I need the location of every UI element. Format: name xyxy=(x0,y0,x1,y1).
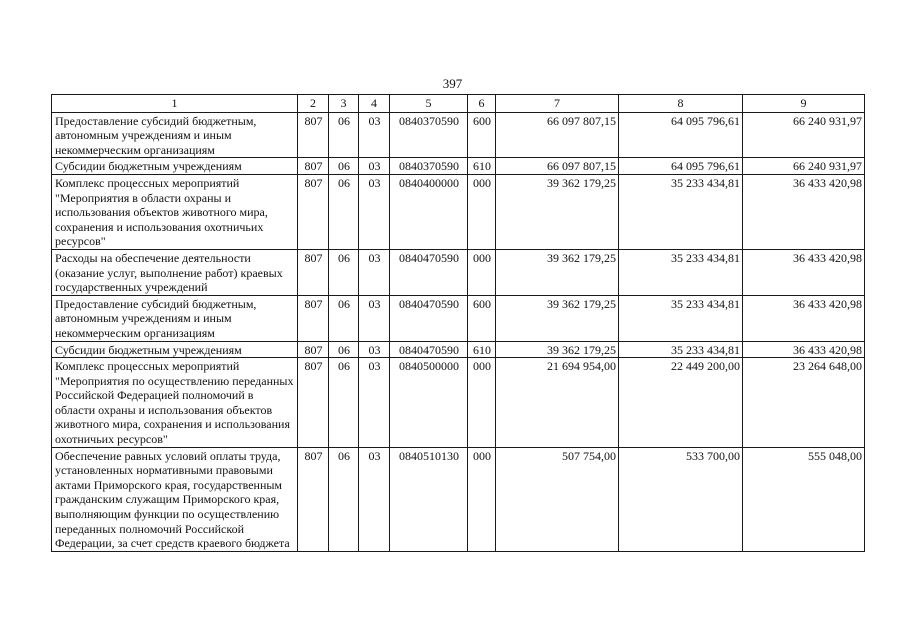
budget-table xyxy=(51,94,865,552)
cell-ministry-code: 807 xyxy=(298,341,329,358)
cell-amount-col-8: 35 233 434,81 xyxy=(619,249,743,295)
cell-description: Обеспечение равных условий оплаты труда, установленных нормативными правовыми актами Приморского края, государственным гражданским служащим Приморского края, выполняющим функции по осуществлению переданных полномочий Российской Федерации, за счет средств краевого бюджета xyxy=(52,447,298,551)
table-row xyxy=(52,174,865,249)
cell-expense-type: 000 xyxy=(468,447,496,551)
table-row xyxy=(52,112,865,158)
cell-amount-col-8: 64 095 796,61 xyxy=(619,158,743,175)
cell-amount-col-8: 533 700,00 xyxy=(619,447,743,551)
cell-description: Предоставление субсидий бюджетным, автономным учреждениям и иным некоммерческим организациям xyxy=(52,295,298,341)
cell-ministry-code: 807 xyxy=(298,358,329,448)
cell-expense-type: 600 xyxy=(468,112,496,158)
cell-target-article: 0840510130 xyxy=(390,447,468,551)
cell-target-article: 0840470590 xyxy=(390,295,468,341)
cell-section-code: 06 xyxy=(329,174,359,249)
cell-expense-type: 600 xyxy=(468,295,496,341)
header-col-6: 6 xyxy=(468,95,496,113)
cell-subsection-code: 03 xyxy=(359,174,390,249)
cell-expense-type: 000 xyxy=(468,174,496,249)
cell-section-code: 06 xyxy=(329,447,359,551)
table-row xyxy=(52,158,865,175)
cell-description: Субсидии бюджетным учреждениям xyxy=(52,341,298,358)
cell-amount-col-7: 66 097 807,15 xyxy=(496,112,619,158)
cell-amount-col-9: 36 433 420,98 xyxy=(743,249,865,295)
header-col-7: 7 xyxy=(496,95,619,113)
cell-subsection-code: 03 xyxy=(359,249,390,295)
table-body xyxy=(52,95,865,552)
cell-expense-type: 000 xyxy=(468,358,496,448)
table-row xyxy=(52,295,865,341)
cell-description: Субсидии бюджетным учреждениям xyxy=(52,158,298,175)
cell-subsection-code: 03 xyxy=(359,112,390,158)
cell-target-article: 0840370590 xyxy=(390,158,468,175)
cell-section-code: 06 xyxy=(329,295,359,341)
cell-amount-col-8: 35 233 434,81 xyxy=(619,341,743,358)
cell-subsection-code: 03 xyxy=(359,447,390,551)
cell-amount-col-9: 66 240 931,97 xyxy=(743,158,865,175)
table-row xyxy=(52,358,865,448)
cell-amount-col-8: 22 449 200,00 xyxy=(619,358,743,448)
cell-target-article: 0840470590 xyxy=(390,249,468,295)
cell-expense-type: 610 xyxy=(468,158,496,175)
cell-ministry-code: 807 xyxy=(298,249,329,295)
cell-description: Комплекс процессных мероприятий "Мероприятия в области охраны и использования объектов животного мира, сохранения и использования охотничьих ресурсов" xyxy=(52,174,298,249)
cell-description: Предоставление субсидий бюджетным, автономным учреждениям и иным некоммерческим организациям xyxy=(52,112,298,158)
cell-section-code: 06 xyxy=(329,112,359,158)
cell-section-code: 06 xyxy=(329,158,359,175)
cell-amount-col-7: 39 362 179,25 xyxy=(496,249,619,295)
cell-description: Комплекс процессных мероприятий "Мероприятия по осуществлению переданных Российской Федерацией полномочий в области охраны и использования объектов животного мира, сохранения и использования охотничьих ресурсов" xyxy=(52,358,298,448)
cell-expense-type: 610 xyxy=(468,341,496,358)
header-col-1: 1 xyxy=(52,95,298,113)
cell-section-code: 06 xyxy=(329,249,359,295)
cell-amount-col-7: 21 694 954,00 xyxy=(496,358,619,448)
cell-ministry-code: 807 xyxy=(298,112,329,158)
cell-ministry-code: 807 xyxy=(298,447,329,551)
cell-ministry-code: 807 xyxy=(298,174,329,249)
table-row xyxy=(52,447,865,551)
cell-amount-col-9: 23 264 648,00 xyxy=(743,358,865,448)
cell-target-article: 0840400000 xyxy=(390,174,468,249)
cell-subsection-code: 03 xyxy=(359,358,390,448)
cell-amount-col-7: 66 097 807,15 xyxy=(496,158,619,175)
cell-amount-col-9: 36 433 420,98 xyxy=(743,295,865,341)
cell-target-article: 0840500000 xyxy=(390,358,468,448)
cell-amount-col-7: 39 362 179,25 xyxy=(496,295,619,341)
cell-section-code: 06 xyxy=(329,341,359,358)
cell-amount-col-7: 507 754,00 xyxy=(496,447,619,551)
cell-subsection-code: 03 xyxy=(359,158,390,175)
cell-amount-col-9: 36 433 420,98 xyxy=(743,341,865,358)
cell-subsection-code: 03 xyxy=(359,341,390,358)
cell-amount-col-9: 36 433 420,98 xyxy=(743,174,865,249)
cell-amount-col-7: 39 362 179,25 xyxy=(496,174,619,249)
header-col-8: 8 xyxy=(619,95,743,113)
cell-amount-col-9: 66 240 931,97 xyxy=(743,112,865,158)
page-number: 397 xyxy=(442,76,463,91)
cell-target-article: 0840470590 xyxy=(390,341,468,358)
header-col-5: 5 xyxy=(390,95,468,113)
header-col-9: 9 xyxy=(743,95,865,113)
cell-amount-col-8: 64 095 796,61 xyxy=(619,112,743,158)
cell-section-code: 06 xyxy=(329,358,359,448)
column-number-header xyxy=(52,95,865,113)
cell-amount-col-8: 35 233 434,81 xyxy=(619,174,743,249)
table-row xyxy=(52,249,865,295)
header-col-4: 4 xyxy=(359,95,390,113)
cell-ministry-code: 807 xyxy=(298,295,329,341)
table-row xyxy=(52,341,865,358)
header-col-3: 3 xyxy=(329,95,359,113)
cell-ministry-code: 807 xyxy=(298,158,329,175)
cell-amount-col-9: 555 048,00 xyxy=(743,447,865,551)
cell-expense-type: 000 xyxy=(468,249,496,295)
cell-amount-col-7: 39 362 179,25 xyxy=(496,341,619,358)
cell-subsection-code: 03 xyxy=(359,295,390,341)
cell-description: Расходы на обеспечение деятельности (оказание услуг, выполнение работ) краевых государственных учреждений xyxy=(52,249,298,295)
cell-target-article: 0840370590 xyxy=(390,112,468,158)
header-col-2: 2 xyxy=(298,95,329,113)
cell-amount-col-8: 35 233 434,81 xyxy=(619,295,743,341)
